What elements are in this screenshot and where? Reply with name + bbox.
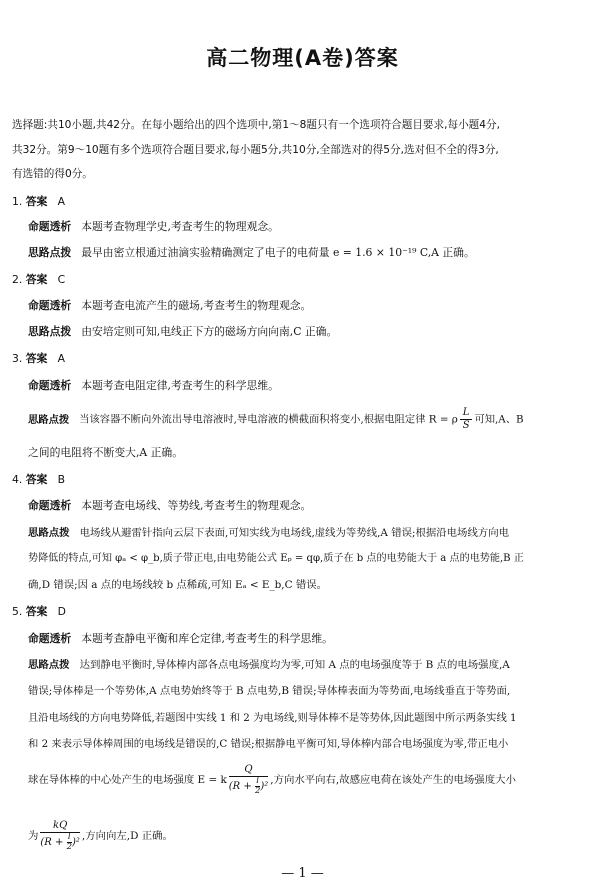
q5-hint-text-5b: ,方向水平向右,故感应电荷在该处产生的电场强度大小	[270, 774, 516, 786]
q4-hint-tag: 思路点拨	[28, 527, 70, 539]
q2-answer	[12, 272, 65, 288]
q3-hint-tag: 思路点拨	[28, 413, 70, 426]
q1-hint-tag: 思路点拨	[28, 246, 72, 259]
q5-hint-text-1: 达到静电平衡时,导体棒内部各点电场强度均为零,可知 A 点的电场强度等于 B 点的电场强度,A	[79, 659, 510, 671]
q3-analysis-text: 本题考查电阻定律,考查考生的科学思维。	[81, 379, 279, 392]
q3-number: 3.	[12, 352, 23, 365]
q5-hint-text-6b: ,方向向左,D 正确。	[81, 830, 173, 842]
q5-hint-line-5	[28, 764, 516, 796]
q2-number: 2.	[12, 273, 23, 286]
fraction-denominator	[229, 777, 269, 796]
q4-hint-line-2: 势降低的特点,可知 φₐ < φ_b,质子带正电,由电势能公式 Eₚ = qφ,质子在 b 点的电势能大于 a 点的电势能,B 正	[28, 553, 524, 564]
page-title: 高二物理(A卷)答案	[206, 46, 399, 70]
intro-line-2: 共32分。第9～10题有多个选项符合题目要求,每小题5分,共10分,全部选对的得5分,选对但不全的得3分,	[12, 144, 499, 156]
q2-answer-value: C	[57, 273, 66, 286]
q3-answer	[12, 351, 65, 367]
field-strength-fraction	[229, 764, 269, 796]
q2-hint-text: 由安培定则可知,电线正下方的磁场方向向南,C 正确。	[81, 325, 338, 338]
induced-field-fraction	[40, 820, 80, 852]
q1-answer-value: A	[57, 195, 66, 208]
q4-number: 4.	[12, 473, 23, 486]
fraction-numerator: kQ	[40, 820, 80, 833]
den-right: )²	[260, 781, 269, 792]
inner-denominator: 2	[254, 786, 261, 796]
q1-analysis	[28, 219, 279, 235]
q3-hint-text-a: 当该容器不断向外流出导电溶液时,导电溶液的横截面积将变小,根据电阻定律 R = ρ	[79, 413, 458, 426]
q5-number: 5.	[12, 605, 23, 618]
resistance-fraction	[460, 407, 473, 432]
fraction-denominator	[40, 833, 80, 852]
q4-hint-text-1: 电场线从避雷针指向云层下表面,可知实线为电场线,虚线为等势线,A 错误;根据沿电场线方向电	[79, 527, 510, 539]
q1-analysis-text: 本题考查物理学史,考查考生的物理观念。	[81, 220, 279, 233]
inner-numerator: l	[67, 832, 71, 842]
q5-hint-line-3: 且沿电场线的方向电势降低,若题图中实线 1 和 2 为电场线,则导体棒不是等势体,因此题图中所示两条实线 1	[28, 712, 517, 724]
intro-line-1: 选择题:共10小题,共42分。在每小题给出的四个选项中,第1～8题只有一个选项符合题目要求,每小题4分,	[12, 119, 500, 131]
q4-analysis-text: 本题考查电场线、等势线,考查考生的物理观念。	[81, 499, 312, 512]
inner-numerator: l	[256, 776, 259, 786]
q5-analysis-tag: 命题透析	[28, 632, 72, 645]
q4-answer-value: B	[57, 473, 66, 486]
q5-hint-text-5a: 球在导体棒的中心处产生的电场强度 E = k	[28, 774, 227, 786]
q5-hint-tag: 思路点拨	[28, 659, 70, 671]
q2-analysis-text: 本题考查电流产生的磁场,考查考生的物理观念。	[81, 299, 312, 312]
q2-hint	[28, 324, 337, 340]
q1-answer	[12, 194, 65, 210]
q1-analysis-tag: 命题透析	[28, 220, 72, 233]
q4-analysis-tag: 命题透析	[28, 499, 72, 512]
q4-hint-line-3: 确,D 错误;因 a 点的电场线较 b 点稀疏,可知 Eₐ < E_b,C 错误。	[28, 579, 328, 591]
q5-analysis	[28, 631, 333, 647]
q1-answer-label: 答案	[25, 195, 48, 208]
intro-line-3: 有选错的得0分。	[12, 168, 93, 180]
fraction-numerator: L	[460, 407, 473, 420]
fraction-numerator: Q	[229, 764, 269, 777]
den-left: (R +	[40, 837, 64, 848]
q4-answer	[12, 472, 65, 488]
q5-answer-value: D	[57, 605, 66, 618]
q3-hint-continuation: 之间的电阻将不断变大,A 正确。	[28, 446, 184, 459]
q3-hint-text-b: 可知,A、B	[474, 413, 524, 426]
q5-hint	[28, 657, 510, 673]
q1-hint	[28, 245, 475, 261]
q2-answer-label: 答案	[25, 273, 48, 286]
q3-hint	[28, 407, 524, 432]
q4-answer-label: 答案	[25, 473, 48, 486]
q4-analysis	[28, 498, 311, 514]
q5-hint-line-6	[28, 820, 173, 852]
q5-answer	[12, 604, 66, 620]
q5-answer-label: 答案	[25, 605, 48, 618]
q3-answer-value: A	[57, 352, 66, 365]
q2-analysis-tag: 命题透析	[28, 299, 72, 312]
fraction-denominator: S	[462, 420, 470, 431]
q5-hint-line-4: 和 2 来表示导体棒周围的电场线是错误的,C 错误;根据静电平衡可知,导体棒内部合电场强度为零,带正电小	[28, 738, 509, 750]
q2-hint-tag: 思路点拨	[28, 325, 72, 338]
page-number: — 1 —	[281, 866, 324, 881]
q1-number: 1.	[12, 195, 23, 208]
q5-hint-text-6a: 为	[28, 830, 39, 842]
q1-hint-text: 最早由密立根通过油滴实验精确测定了电子的电荷量 e = 1.6 × 10⁻¹⁹ C,A 正确。	[81, 246, 475, 259]
q5-hint-line-2: 错误;导体棒是一个等势体,A 点电势始终等于 B 点电势,B 错误;导体棒表面为等势面,电场线垂直于等势面,	[28, 685, 511, 697]
q5-analysis-text: 本题考查静电平衡和库仑定律,考查考生的科学思维。	[81, 632, 333, 645]
q4-hint	[28, 525, 509, 541]
q3-answer-label: 答案	[25, 352, 48, 365]
den-left: (R +	[228, 781, 252, 792]
q2-analysis	[28, 298, 311, 314]
q3-analysis-tag: 命题透析	[28, 379, 72, 392]
inner-denominator: 2	[66, 842, 72, 852]
q3-analysis	[28, 378, 279, 394]
den-right: )²	[72, 837, 80, 848]
